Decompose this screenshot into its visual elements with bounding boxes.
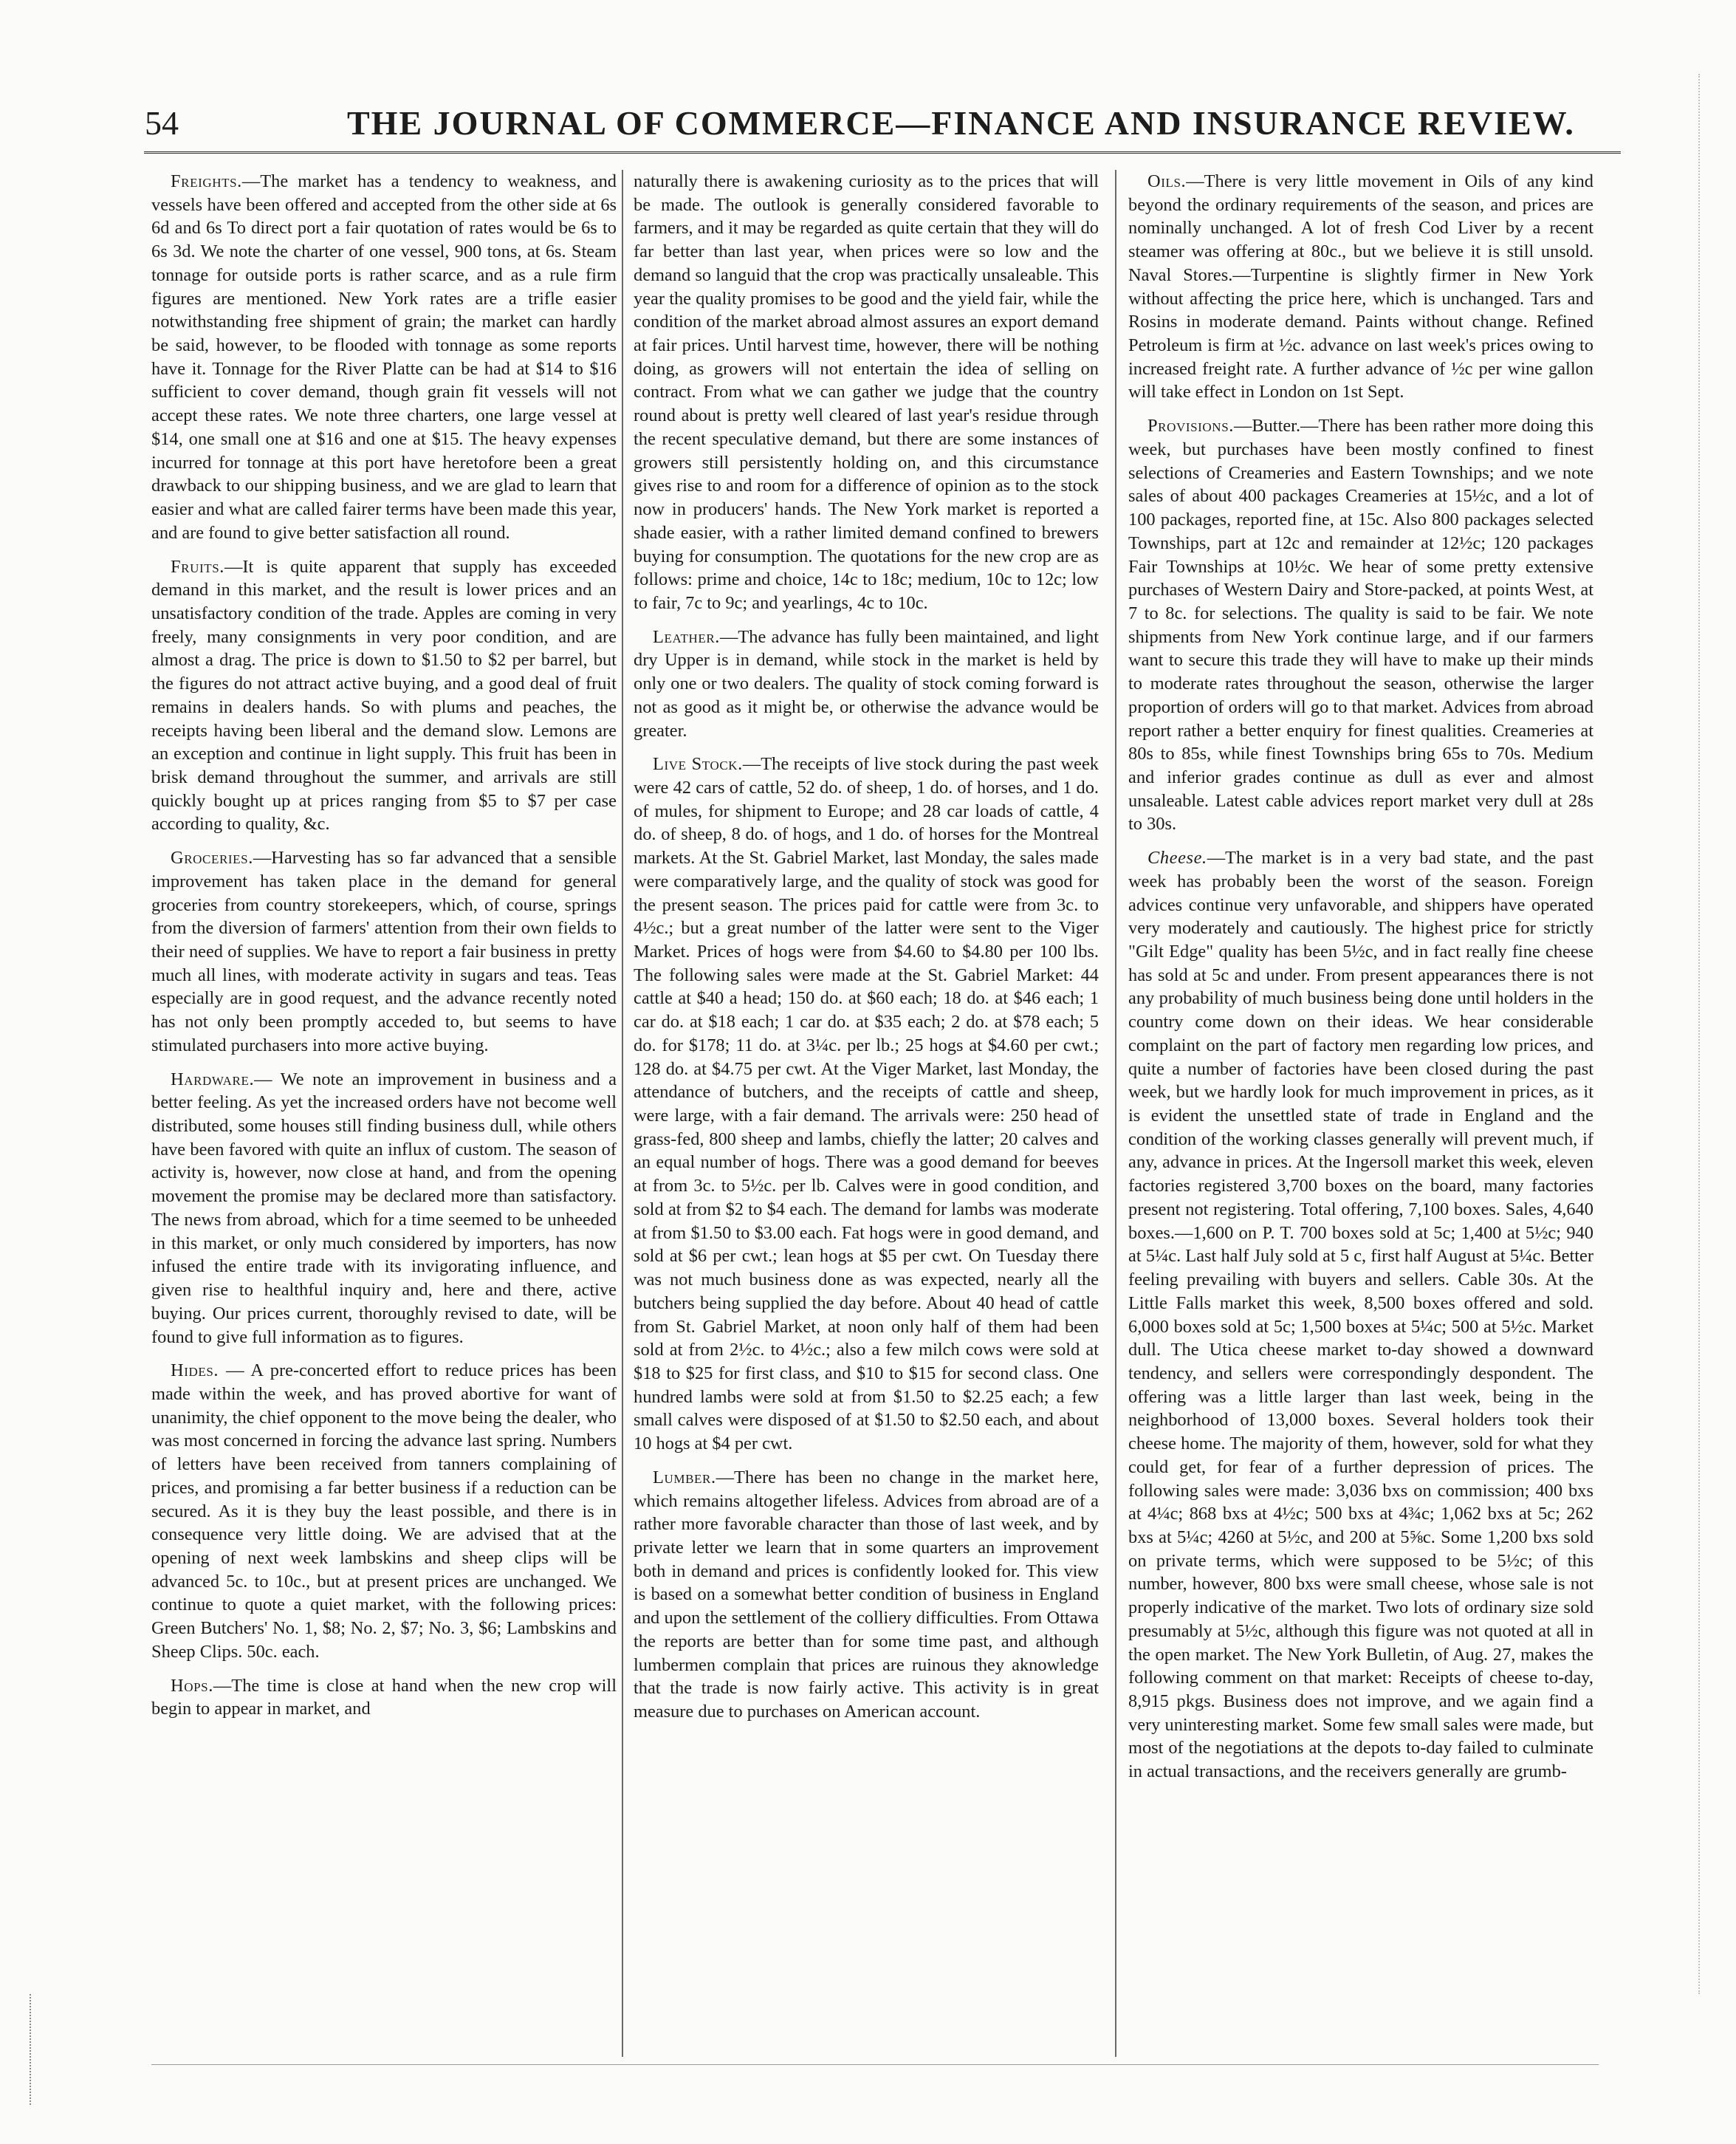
section-heading: Hides. bbox=[171, 1360, 219, 1381]
article-hardware bbox=[151, 1068, 617, 1349]
section-heading: Provisions. bbox=[1147, 416, 1234, 436]
article-text: —There is very little movement in Oils of any kind beyond the ordinary requirements of the season, and prices are nominally unchanged. A lot of fresh Cod Liver by a recent steamer was offering at 80c., but we believe it is still unsold. Naval Stores.—Turpentine is slightly firmer in New York without affecting the price here, which is unchanged. Tars and Rosins in moderate demand. Paints without change. Refined Petroleum is firm at ½c. advance on last week's prices owing to increased freight rate. A further advance of ½c per wine gallon will take effect in London on 1st Sept. bbox=[1128, 171, 1593, 403]
section-heading: Hardware. bbox=[171, 1069, 255, 1089]
bottom-rule bbox=[151, 2064, 1599, 2065]
section-heading: Fruits. bbox=[171, 556, 224, 577]
article-text: —The time is close at hand when the new crop will begin to appear in market, and bbox=[151, 1675, 617, 1719]
column-middle bbox=[634, 170, 1099, 2061]
article-text: —Harvesting has so far advanced that a sensible improvement has taken place in the demand for general groceries from country storekeepers, which, of course, springs from the diversion of farmers' attention from their own fields to their need of supplies. We have to report a fair business in pretty much all lines, with moderate activity in sugars and teas. Teas especially are in good request, and the advance recently noted has not only been promptly acceded to, but seems to have stimulated purchasers into more active buying. bbox=[151, 848, 617, 1055]
article-text: —The advance has fully been maintained, and light dry Upper is in demand, while stock in the market is held by only one or two dealers. The quality of stock coming forward is not as good as it might be, or otherwise the advance would be greater. bbox=[634, 626, 1099, 741]
page-header bbox=[126, 103, 1602, 155]
section-heading: Live Stock. bbox=[653, 754, 743, 775]
column-right bbox=[1128, 170, 1593, 2061]
article-lumber bbox=[634, 1466, 1099, 1724]
article-hops-continued bbox=[634, 170, 1099, 615]
article-text: —The market has a tendency to weakness, and vessels have been offered and accepted from the other side at 6s 6d and 6s To direct port a fair quotation of rates would be 6s to 6s 3d. We note the charter of one vessel, 900 tons, at 6s. Steam tonnage for outside ports is rather scarce, and as a rule firm figures are mentioned. New York rates are a trifle easier notwithstanding free shipment of grain; the market can hardly be said, however, to be flooded with tonnage as some reports have it. Tonnage for the River Platte can be had at $14 to $16 sufficient to cover demand, though grain fit vessels will not accept these rates. We note three charters, one large vessel at $14, one small one at $16 and one at $15. The heavy expenses incurred for tonnage at this port have heretofore been a great drawback to our shipping business, and we are glad to learn that easier and what are called fairer terms have been made this year, and are found to give better satisfaction all round. bbox=[151, 171, 617, 543]
article-leather bbox=[634, 626, 1099, 743]
article-groceries bbox=[151, 846, 617, 1057]
article-text: — We note an improvement in business and a better feeling. As yet the increased orders have not become well distributed, some houses still finding business dull, while others have been favored with quite an influx of custom. The season of activity is, however, now close at hand, and from the opening movement the promise may be declared more than satisfactory. The news from abroad, which for a time seemed to be unheeded in this market, or only much considered by importers, has now infused the entire trade with its invigorating influence, and given rise to healthful inquiry and, here and there, active buying. Our prices current, thoroughly revised to date, will be found to give full information as to figures. bbox=[151, 1069, 617, 1347]
article-text: naturally there is awakening curiosity as to the prices that will be made. The outlook is generally considered favorable to farmers, and it may be regarded as quite certain that they will do far better than last year, when prices were so low and the demand so languid that the crop was practically unsaleable. This year the quality promises to be good and the yield fair, while the condition of the market abroad almost assures an export demand at fair prices. Until harvest time, however, there will be nothing doing, as growers will not entertain the idea of selling on contract. From what we can gather we judge that the country round about is pretty well cleared of last year's residue through the recent speculative demand, but there are some instances of growers still persistently holding on, and this circumstance gives rise to and room for a difference of opinion as to the stock now in producers' hands. The New York market is reported a shade easier, with a rather limited demand confined to brewers buying for consumption. The quotations for the new crop are as follows: prime and choice, 14c to 18c; medium, 10c to 12c; low to fair, 7c to 9c; and yearlings, 4c to 10c. bbox=[634, 171, 1099, 613]
section-heading: Hops. bbox=[171, 1675, 213, 1696]
column-divider bbox=[1115, 170, 1116, 2057]
article-oils bbox=[1128, 170, 1593, 404]
page-number: 54 bbox=[145, 104, 179, 142]
article-text: —The market is in a very bad state, and the past week has probably been the worst of the season. Foreign advices continue very unfavorable, and shippers have operated very moderately and cautiously. The highest price for strictly "Gilt Edge" quality has been 5½c, and in fact really fine cheese has sold at 5c and under. From present appearances there is not any probability of much business being done until holders in the country come down on their ideas. We hear considerable complaint on the part of factory men regarding low prices, and quite a number of factories have been closed during the past week, but we hardly look for much improvement in prices, as it is evident the unsettled state of trade in England and the condition of the working classes generally will prevent much, if any, advance in prices. At the Ingersoll market this week, eleven factories registered 3,700 boxes on the board, many factories present not registering. Total offering, 7,100 boxes. Sales, 4,640 boxes.—1,600 on P. T. 700 boxes sold at 5c; 1,400 at 5½c; 940 at 5¼c. Last half July sold at 5 c, first half August at 5¼c. Better feeling prevailing with buyers and sellers. Cable 30s. At the Little Falls market this week, 8,500 boxes offered and sold. 6,000 boxes sold at 5c; 1,500 boxes at 5¼c; 500 at 5½c. Market dull. The Utica cheese market to-day showed a downward tendency, and sellers were correspondingly despondent. The offering was a little larger than last week, being in the neighborhood of 13,000 boxes. Several holders took their cheese home. The majority of them, however, sold for what they could get, for fear of a further depression of prices. The following sales were made: 3,036 bxs on commission; 400 bxs at 4¼c; 868 bxs at 4½c; 500 bxs at 4¾c; 1,062 bxs at 5c; 262 bxs at 5¼c; 4260 at 5½c, and 200 at 5⅝c. Some 1,200 bxs sold on private terms, which were supposed to be 5½c; of this number, however, 800 bxs were small cheese, whose sale is not properly indicative of the market. Two lots of ordinary size sold presumably at 5½c, although this figure was not quoted at all in the open market. The New York Bulletin, of Aug. 27, makes the following comment on that market: Receipts of cheese to-day, 8,915 pkgs. Business does not improve, and we again find a very uninteresting market. Some few small sales were made, but most of the negotiations at the depots to-day failed to culminate in actual transactions, and the receivers generally are grumb- bbox=[1128, 848, 1593, 1782]
section-heading: Groceries. bbox=[171, 848, 253, 869]
article-hops bbox=[151, 1674, 617, 1721]
section-heading: Cheese. bbox=[1147, 848, 1207, 869]
article-freights bbox=[151, 170, 617, 545]
section-heading: Freights. bbox=[171, 171, 242, 191]
article-cheese bbox=[1128, 846, 1593, 1784]
column-divider bbox=[622, 170, 623, 2057]
article-text: —There has been no change in the market here, which remains altogether lifeless. Advices from abroad are of a rather more favorable character than those of last week, and by private letter we learn that in some quarters an improvement both in demand and prices is confidently looked for. This view is based on a somewhat better condition of business in England and upon the settlement of the colliery difficulties. From Ottawa the reports are better than for some time past, and although lumbermen complain that prices are ruinous they aknowledge that the trade is now fairly active. This activity is in great measure due to purchases on American account. bbox=[634, 1467, 1099, 1722]
article-live-stock bbox=[634, 753, 1099, 1456]
article-text: — A pre-concerted effort to reduce prices has been made within the week, and has proved abortive for want of unanimity, the chief opponent to the move being the dealer, who was most concerned in forcing the advance last spring. Numbers of letters have been received from tanners complaining of prices, and promising a far better business if a reduction can be secured. As it is they buy the least possible, and there is in consequence very little doing. We are advised that at the opening of next week lambskins and sheep clips will be advanced 5c. to 10c., but at present prices are unchanged. We continue to quote a quiet market, with the following prices: Green Butchers' No. 1, $8; No. 2, $7; No. 3, $6; Lambskins and Sheep Clips. 50c. each. bbox=[151, 1360, 617, 1662]
journal-title: THE JOURNAL OF COMMERCE—FINANCE AND INSURANCE REVIEW. bbox=[347, 104, 1575, 142]
section-heading: Leather. bbox=[653, 626, 720, 647]
section-heading: Oils. bbox=[1147, 171, 1187, 191]
scan-edge-mark bbox=[1698, 74, 1710, 1994]
header-rule bbox=[144, 151, 1621, 154]
section-heading: Lumber. bbox=[653, 1467, 716, 1487]
column-left bbox=[151, 170, 617, 2061]
article-text: —It is quite apparent that supply has exceeded demand in this market, and the result is lower prices and an unsatisfactory condition of the trade. Apples are coming in very freely, many consignments in very poor condition, and are almost a drag. The price is down to $1.50 to $2 per barrel, but the figures do not attract active buying, and a good deal of fruit remains in dealers hands. So with plums and peaches, the receipts having been liberal and the demand slow. Lemons are an exception and continue in light supply. This fruit has been in brisk demand throughout the summer, and arrivals are still quickly bought up at prices ranging from $5 to $7 per case according to quality, &c. bbox=[151, 556, 617, 835]
article-provisions bbox=[1128, 414, 1593, 836]
scan-edge-mark bbox=[30, 1994, 41, 2105]
article-text: —The receipts of live stock during the past week were 42 cars of cattle, 52 do. of sheep, 1 do. of horses, and 1 do. of mules, for shipment to Europe; and 28 car loads of cattle, 4 do. of sheep, 8 do. of hogs, and 1 do. of horses for the Montreal markets. At the St. Gabriel Market, last Monday, the sales made were comparatively large, and the quality of stock was good for the present season. The prices paid for cattle were from 3c. to 4½c.; but a great number of the latter were sent to the Viger Market. Prices of hogs were from $4.60 to $4.80 per 100 lbs. The following sales were made at the St. Gabriel Market: 44 cattle at $40 a head; 150 do. at $60 each; 18 do. at $46 each; 1 car do. at $18 each; 1 car do. at $35 each; 2 do. at $78 each; 5 do. for $178; 11 do. at 3¼c. per lb.; 25 hogs at $4.60 per cwt.; 128 do. at $4.75 per cwt. At the Viger Market, last Monday, the attendance of butchers, and the receipts of cattle and sheep, were large, with a fair demand. The arrivals were: 250 head of grass-fed, 800 sheep and lambs, chiefly the latter; 20 calves and an equal number of hogs. There was a good demand for beeves at from 3c. to 5½c. per lb. Calves were in good condition, and sold at from $2 to $4 each. The demand for lambs was moderate at from $1.50 to $3.00 each. Fat hogs were in good demand, and sold at $6 per cwt.; lean hogs at $5 per cwt. On Tuesday there was not much business done as was expected, nearly all the butchers being supplied the day before. About 40 head of cattle from St. Gabriel Market, at noon only half of them had been sold at from 2½c. to 4½c.; also a few milch cows were sold at $18 to $25 for first class, and $10 to $15 for second class. One hundred lambs were sold at from $1.50 to $2.25 each; a few small calves were disposed of at $1.50 to $2.50 each, and about 10 hogs at $4 per cwt. bbox=[634, 754, 1099, 1454]
article-fruits bbox=[151, 555, 617, 837]
article-text: —Butter.—There has been rather more doing this week, but purchases have been mostly confined to finest selections of Creameries and Eastern Townships; and we note sales of about 400 packages Creameries at 15½c, and a lot of 100 packages, reported fine, at 15c. Also 800 packages selected Townships, part at 12c and remainder at 12½c; 120 packages Fair Townships at 10½c. We hear of some pretty extensive purchases of Western Dairy and Store-packed, at points West, at 7 to 8c. for selections. The quality is said to be fair. We note shipments from New York continue large, and if our farmers want to secure this trade they will have to make up their minds to moderate rates throughout the season, otherwise the larger proportion of orders will go to that market. Advices from abroad report rather a better enquiry for finest qualities. Creameries at 80s to 85s, while finest Townships bring 65s to 70s. Medium and inferior grades continue as dull as ever and almost unsaleable. Latest cable advices report market very dull at 28s to 30s. bbox=[1128, 416, 1593, 835]
article-hides bbox=[151, 1359, 617, 1663]
